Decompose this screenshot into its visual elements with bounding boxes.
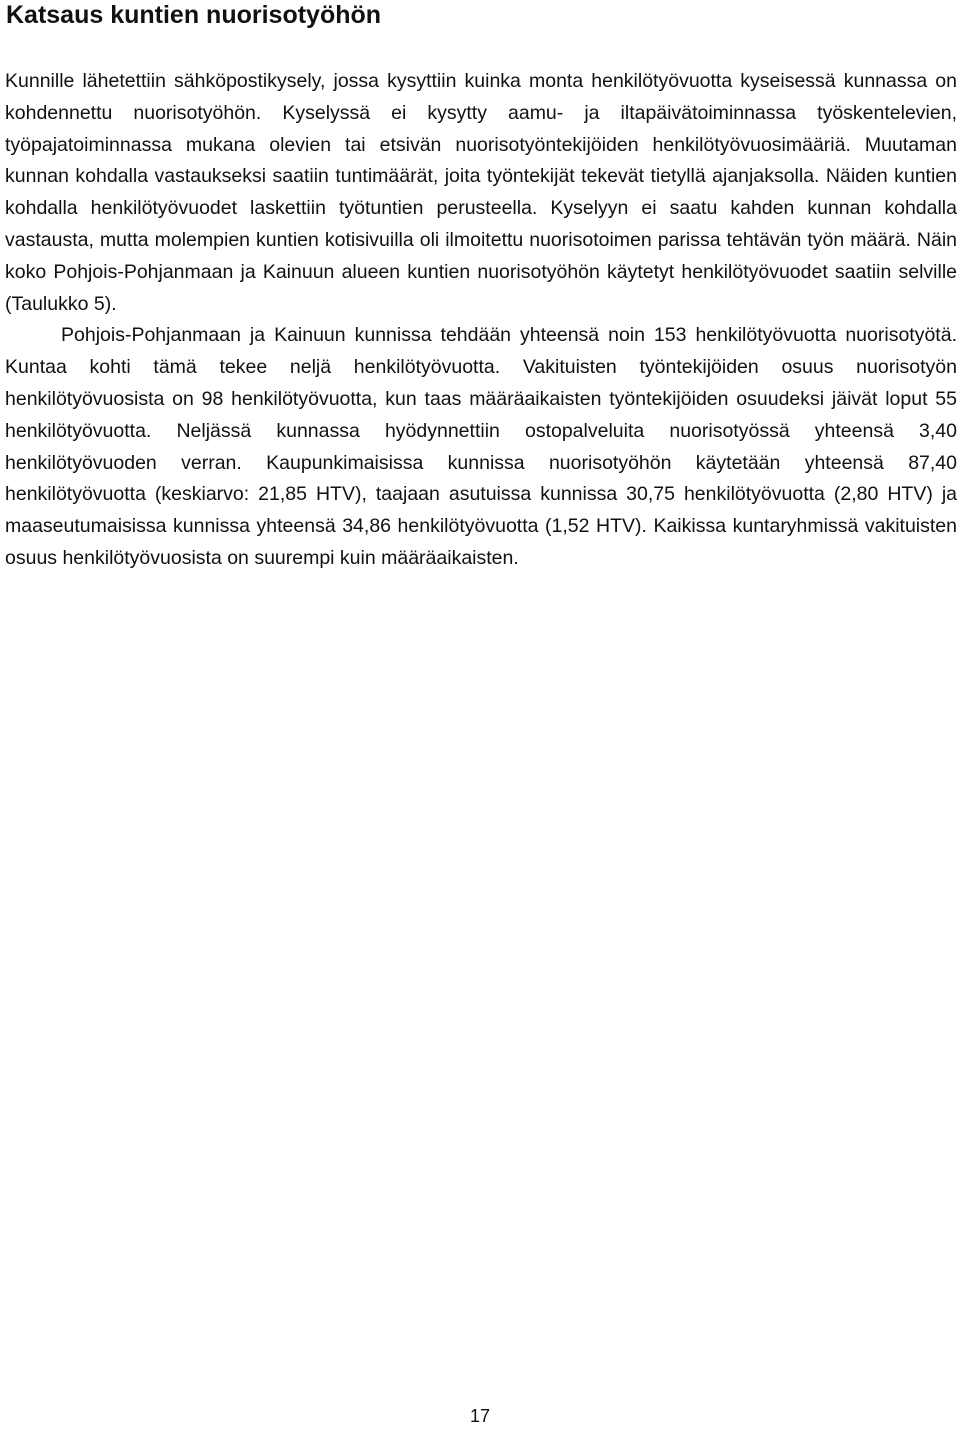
section-heading: Katsaus kuntien nuorisotyöhön: [6, 1, 382, 29]
paragraph-work-years-summary: Pohjois-Pohjanmaan ja Kainuun kunnissa tehdään yhteensä noin 153 henkilötyövuotta nuorisotyötä. Kuntaa kohti tämä tekee neljä henkilötyövuotta. Vakituisten työntekijöiden osuus nuorisotyön henkilötyövuosista on 98 henkilötyövuotta, kun taas määräaikaisten työntekijöiden osuudeksi jäivät loput 55 henkilötyövuotta. Neljässä kunnassa hyödynnettiin ostopalveluita nuorisotyössä yhteensä 3,40 henkilötyövuoden verran. Kaupunkimaisissa kunnissa nuorisotyöhön käytetään yhteensä 87,40 henkilötyövuotta (keskiarvo: 21,85 HTV), taajaan asutuissa kunnissa 30,75 henkilötyövuotta (2,80 HTV) ja maaseutumaisissa kunnissa yhteensä 34,86 henkilötyövuotta (1,52 HTV). Kaikissa kuntaryhmissä vakituisten osuus henkilötyövuosista on suurempi kuin määräaikaisten.: [5, 324, 957, 569]
body-text: [5, 66, 957, 575]
page-number: 17: [469, 1406, 491, 1426]
paragraph-survey-method: Kunnille lähetettiin sähköpostikysely, jossa kysyttiin kuinka monta henkilötyövuotta kyseisessä kunnassa on kohdennettu nuorisotyöhön. Kyselyssä ei kysytty aamu- ja iltapäivätoiminnassa työskentelevien, työpajatoiminnassa mukana olevien tai etsivän nuorisotyöntekijöiden henkilötyövuosimääriä. Muutaman kunnan kohdalla vastaukseksi saatiin tuntimäärät, joita työntekijät tekevät tietyllä ajanjaksolla. Näiden kuntien kohdalla henkilötyövuodet laskettiin työtuntien perusteella. Kyselyyn ei saatu kahden kunnan kohdalla vastausta, mutta molempien kuntien kotisivuilla oli ilmoitettu nuorisotoimen parissa tehtävän työn määrä. Näin koko Pohjois-Pohjanmaan ja Kainuun alueen kuntien nuorisotyöhön käytetyt henkilötyövuodet saatiin selville (Taulukko 5).: [5, 70, 957, 315]
